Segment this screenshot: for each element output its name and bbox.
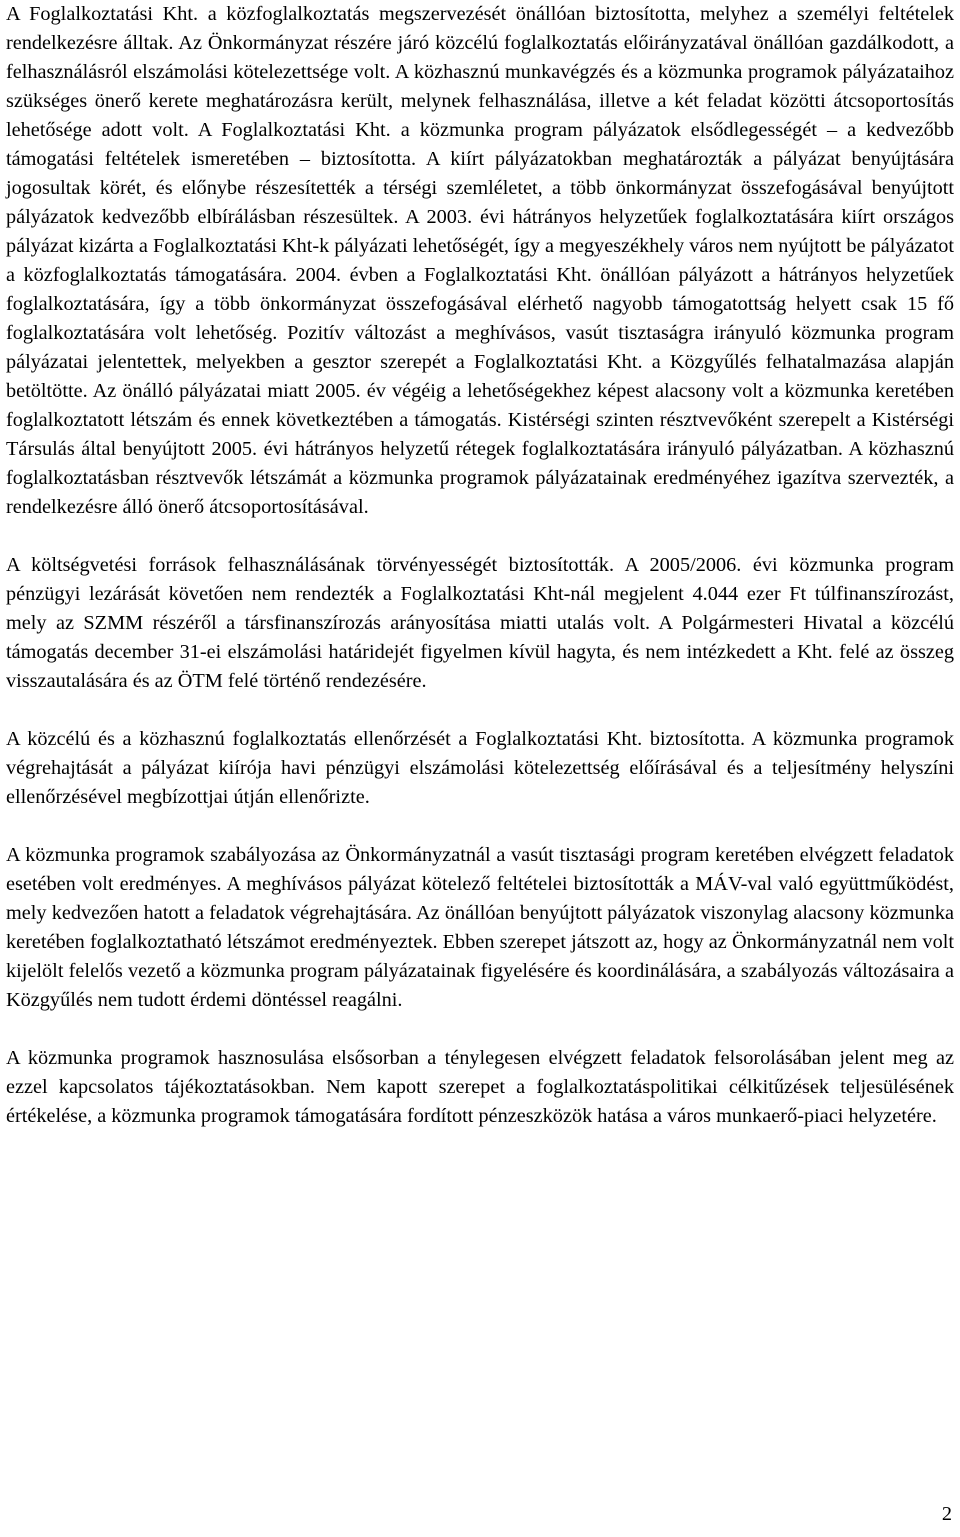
page-number: 2 [941, 1503, 952, 1525]
paragraph-ellenorzes: A közcélú és a közhasznú foglalkoztatás ellenőrzését a Foglalkoztatási Kht. biztosította. A közmunka programok végrehajtását a pályázat kiírója havi pénzügyi elszámolási kötelezettség előírásával és a teljesítmény helyszíni ellenőrzésével megbízottjai útján ellenőrizte. [6, 728, 954, 808]
paragraph-kozmunka-szabalyozas: A közmunka programok szabályozása az Önkormányzatnál a vasút tisztasági program keretében elvégzett feladatok esetében volt eredményes. A meghívásos pályázat kötelező feltételei biztosították a MÁV-val való együttműködést, mely kedvezően hatott a feladatok végrehajtására. Az önállóan benyújtott pályázatok viszonylag alacsony közmunka keretében foglalkoztatható létszámot eredményeztek. Ebben szerepet játszott az, hogy az Önkormányzatnál nem volt kijelölt felelős vezető a közmunka program pályázatainak figyelésére és koordinálására, a szabályozás változásaira a Közgyűlés nem tudott érdemi döntéssel reagálni. [6, 844, 954, 1011]
paragraph-kozmunka-hasznosulas: A közmunka programok hasznosulása elsősorban a ténylegesen elvégzett feladatok felsorolásában jelent meg az ezzel kapcsolatos tájékoztatásokban. Nem kapott szerepet a foglalkoztatáspolitikai célkitűzések teljesülésének értékelése, a közmunka programok támogatására fordított pénzeszközök hatása a város munkaerő-piaci helyzetére. [6, 1047, 954, 1127]
document-page [6, 0, 954, 1131]
paragraph-foglalkoztatasi-kht: A Foglalkoztatási Kht. a közfoglalkoztatás megszervezését önállóan biztosította, melyhez a személyi feltételek rendelkezésre álltak. Az Önkormányzat részére járó közcélú foglalkoztatás előirányzatával önállóan gazdálkodott, a felhasználásról elszámolási kötelezettsége volt. A közhasznú munkavégzés és a közmunka programok pályázataihoz szükséges önerő kerete meghatározásra került, melynek felhasználása, illetve a két feladat közötti átcsoportosítás lehetősége adott volt. A Foglalkoztatási Kht. a közmunka program pályázatok elsődlegességét – a kedvezőbb támogatási feltételek ismeretében – biztosította. A kiírt pályázatokban meghatározták a pályázat benyújtására jogosultak körét, és előnybe részesítették a térségi szemléletet, a több önkormányzat összefogásával benyújtott pályázatok kedvezőbb elbírálásban részesültek. A 2003. évi hátrányos helyzetűek foglalkoztatására kiírt országos pályázat kizárta a Foglalkoztatási Kht-k pályázati lehetőségét, így a megyeszékhely város nem nyújtott be pályázatot a közfoglalkoztatás támogatására. 2004. évben a Foglalkoztatási Kht. önállóan pályázott a hátrányos helyzetűek foglalkoztatására, így a több önkormányzat összefogásával elérhető nagyobb támogatottság helyett csak 15 fő foglalkoztatására volt lehetőség. Pozitív változást a meghívásos, vasút tisztaságra irányuló közmunka program pályázatai jelentettek, melyekben a gesztor szerepét a Foglalkoztatási Kht. a Közgyűlés felhatalmazása alapján betöltötte. Az önálló pályázatai miatt 2005. év végéig a lehetőségekhez képest alacsony volt a közmunka keretében foglalkoztatott létszám és ennek következtében a támogatás. Kistérségi szinten résztvevőként szerepelt a Kistérségi Társulás által benyújtott 2005. évi hátrányos helyzetű rétegek foglalkoztatására irányuló pályázatban. A közhasznú foglalkoztatásban résztvevők létszámát a közmunka programok pályázatainak eredményéhez igazítva szervezték, a rendelkezésre álló önerő átcsoportosításával. [6, 3, 954, 518]
paragraph-koltsegvetesi-forrasok: A költségvetési források felhasználásának törvényességét biztosították. A 2005/2006. évi közmunka program pénzügyi lezárását követően nem rendezték a Foglalkoztatási Kht-nál megjelent 4.044 ezer Ft túlfinanszírozást, mely az SZMM részéről a társfinanszírozás arányosítása miatti utalás volt. A Polgármesteri Hivatal a közcélú támogatás december 31-ei elszámolási határidejét figyelmen kívül hagyta, és nem intézkedett a Kht. felé az összeg visszautalására és az ÖTM felé történő rendezésére. [6, 554, 954, 692]
